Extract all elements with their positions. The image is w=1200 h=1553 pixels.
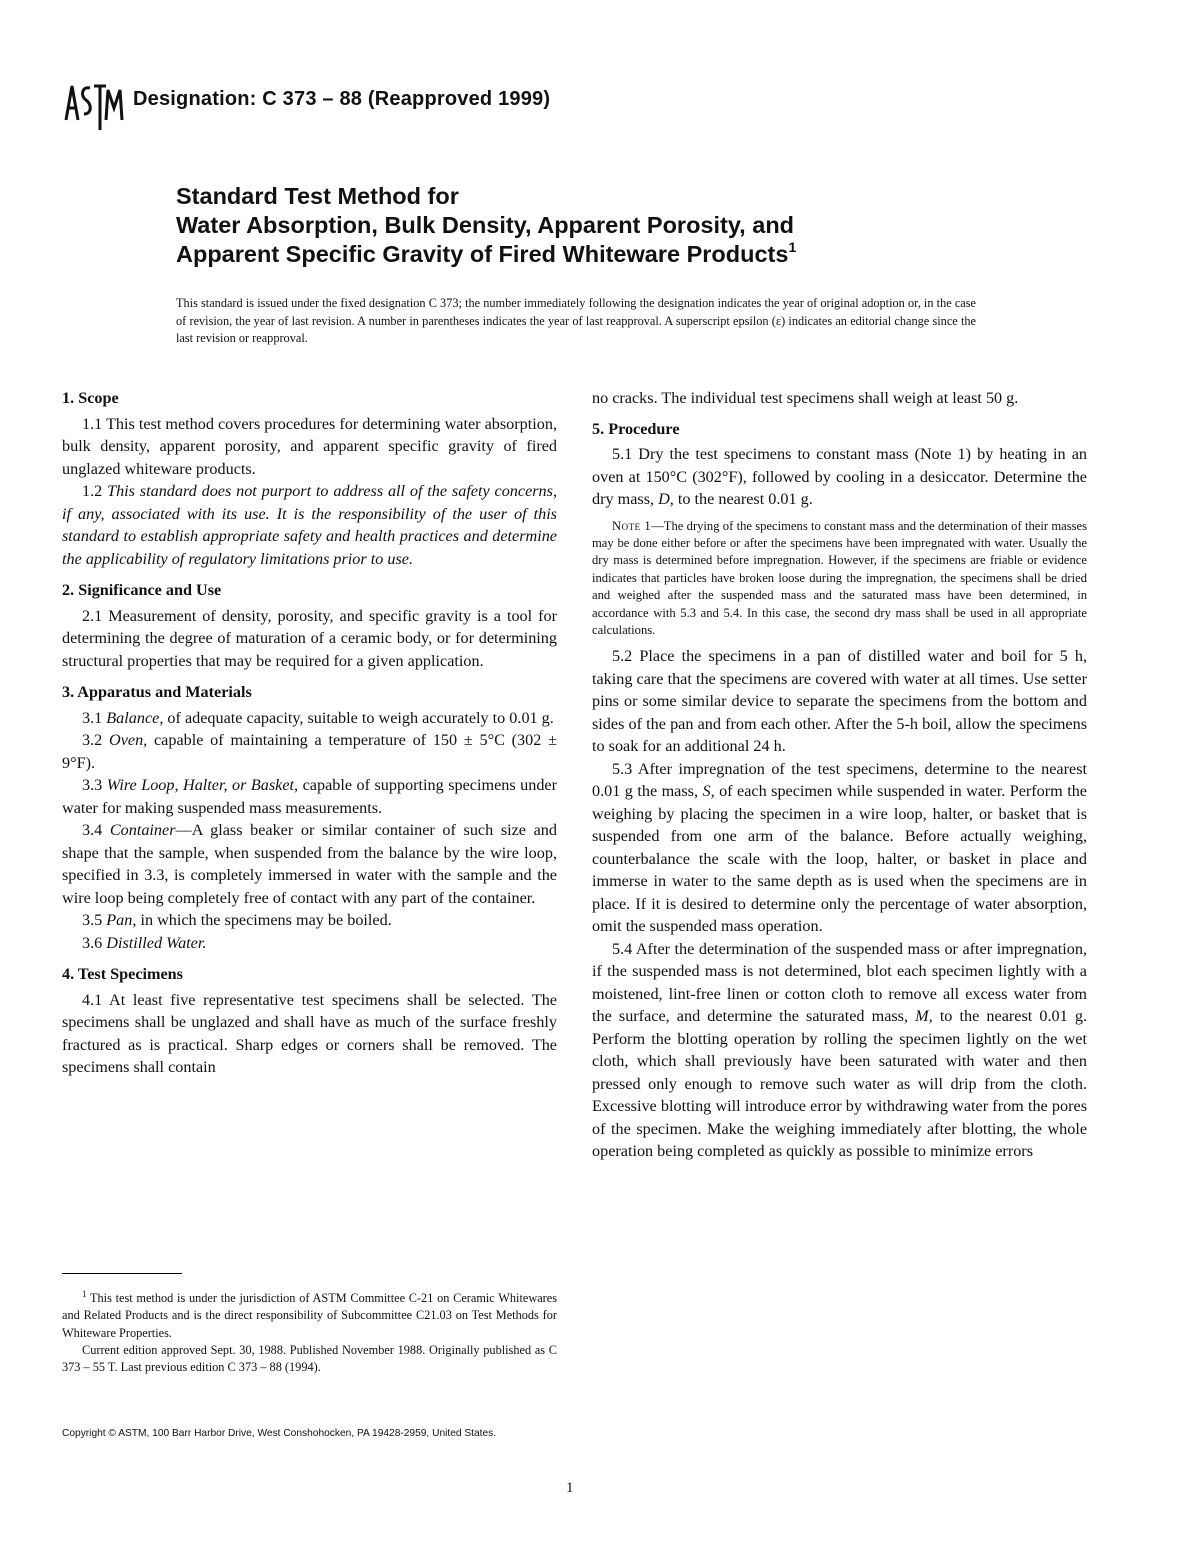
- paragraph-3-6: 3.6 Distilled Water.: [82, 933, 207, 952]
- paragraph-3-2: 3.2 Oven, capable of maintaining a temperature of 150 ± 5°C (302 ± 9°F).: [62, 731, 557, 772]
- paragraph-4-1: 4.1 At least five representative test specimens shall be selected. The specimens shall be unglazed and shall have as much of the surface freshly fractured as is practical. Sharp edges or corners shall be removed. The specimens shall contain: [62, 990, 557, 1076]
- astm-logo: [62, 80, 124, 136]
- footnote-1: $^1$ This test method is under the jurisdiction of ASTM Committee C-21 on Ceramic Whitewares and Related Products and is the direct responsibility of Subcommittee C21.03 on Test Methods for Whiteware Properties.: [62, 1289, 557, 1340]
- copyright-line: Copyright © ASTM, 100 Barr Harbor Drive, West Conshohocken, PA 19428-2959, United States.: [62, 1428, 497, 1439]
- paragraph-4-1-continued: no cracks. The individual test specimens shall weigh at least 50 g.: [592, 389, 1019, 407]
- document-title: [176, 182, 1076, 269]
- section-heading-significance: 2. Significance and Use: [62, 581, 222, 599]
- left-column: [62, 387, 557, 1079]
- paragraph-3-5: 3.5 Pan, in which the specimens may be boiled.: [82, 911, 392, 929]
- title-line-1: Standard Test Method for: [176, 183, 459, 209]
- paragraph-5-4: 5.4 After the determination of the suspended mass or after impregnation, if the suspended mass is not determined, blot each specimen lightly with a moistened, lint-free linen or cotton cloth to remove all excess water from the surface, and determine the saturated mass, M, to the nearest 0.01 g. Perform the blotting operation by rolling the specimen lightly on the wet cloth, which shall previously have been saturated with water and then pressed only enough to remove such water as will drip from the cloth. Excessive blotting will introduce error by withdrawing water from the pores of the specimen. Make the weighing immediately after blotting, the whole operation being completed as quickly as possible to minimize errors: [592, 939, 1087, 1161]
- issued-notice: This standard is issued under the fixed designation C 373; the number immediately following the designation indicates the year of original adoption or, in the case of revision, the year of last revision. A number in parentheses indicates the year of last reapproval. A superscript epsilon (ε) indicates an editorial change since the last revision or reapproval.: [176, 296, 976, 345]
- paragraph-1-1: 1.1 This test method covers procedures for determining water absorption, bulk density, apparent porosity, and apparent specific gravity of fired unglazed whiteware products.: [62, 414, 557, 478]
- footnote-rule: [62, 1273, 182, 1274]
- section-heading-procedure: 5. Procedure: [592, 419, 680, 438]
- paragraph-3-3: 3.3 Wire Loop, Halter, or Basket, capable of supporting specimens under water for making suspended mass measurements.: [62, 776, 558, 817]
- note-1: Note 1—The drying of the specimens to constant mass and the determination of their masses may be done either before or after the specimens have been impregnated with water. Usually the dry mass is determined before impregnation. However, if the specimens are friable or evidence indicates that particles have broken loose during the impregnation, the specimens shall be dried and weighed after the suspended mass and the saturated mass have been determined, in accordance with 5.3 and 5.4. In this case, the second dry mass shall be used in all appropriate calculations.: [592, 518, 1088, 637]
- right-column: [592, 387, 1087, 1163]
- paragraph-3-1: 3.1 Balance, of adequate capacity, suitable to weigh accurately to 0.01 g.: [82, 708, 554, 727]
- footnote: [62, 1286, 557, 1376]
- section-heading-apparatus: 3. Apparatus and Materials: [62, 683, 252, 701]
- section-heading-scope: 1. Scope: [62, 389, 119, 407]
- title-line-3: Apparent Specific Gravity of Fired Whiteware Products$^1$: [176, 239, 797, 267]
- section-heading-test-specimens: 4. Test Specimens: [62, 965, 183, 983]
- page-number: 1: [566, 1480, 574, 1496]
- paragraph-5-1: 5.1 Dry the test specimens to constant mass (Note 1) by heating in an oven at 150°C (302°F), followed by cooling in a desiccator. Determine the dry mass, D, to the nearest 0.01 g.: [592, 445, 1087, 508]
- paragraph-1-2: 1.2 This standard does not purport to address all of the safety concerns, if any, associated with its use. It is the responsibility of the user of this standard to establish appropriate safety and health practices and determine the applicability of regulatory limitations prior to use.: [62, 482, 557, 568]
- paragraph-5-3: 5.3 After impregnation of the test specimens, determine to the nearest 0.01 g the mass, S, of each specimen while suspended in water. Perform the weighing by placing the specimen in a wire loop, halter, or basket that is suspended from one arm of the balance. Before actually weighing, counterbalance the scale with the loop, halter, or basket in place and immerse in water to the same depth as is used when the specimens are in place. If it is desired to determine only the percentage of water absorption, omit the suspended mass operation.: [592, 759, 1087, 936]
- footnote-edition: Current edition approved Sept. 30, 1988. Published November 1988. Originally published as C 373 – 55 T. Last previous edition C 373 – 88 (1994).: [62, 1342, 557, 1374]
- paragraph-5-2: 5.2 Place the specimens in a pan of distilled water and boil for 5 h, taking care that the specimens are covered with water at all times. Use setter pins or some similar device to separate the specimens from the bottom and sides of the pan and from each other. After the 5-h boil, allow the specimens to soak for an additional 24 h.: [592, 647, 1087, 756]
- title-line-2: Water Absorption, Bulk Density, Apparent Porosity, and: [176, 212, 795, 238]
- paragraph-2-1: 2.1 Measurement of density, porosity, and specific gravity is a tool for determining the degree of maturation of a ceramic body, or for determining structural properties that may be required for a given application.: [62, 606, 557, 670]
- paragraph-3-4: 3.4 Container—A glass beaker or similar container of such size and shape that the sample, when suspended from the balance by the wire loop, specified in 3.3, is completely immersed in water with the sample and the wire loop being completely free of contact with any part of the container.: [62, 821, 557, 907]
- designation: Designation: C 373 – 88 (Reapproved 1999): [133, 88, 551, 110]
- title-footnote-ref[interactable]: 1: [788, 239, 797, 255]
